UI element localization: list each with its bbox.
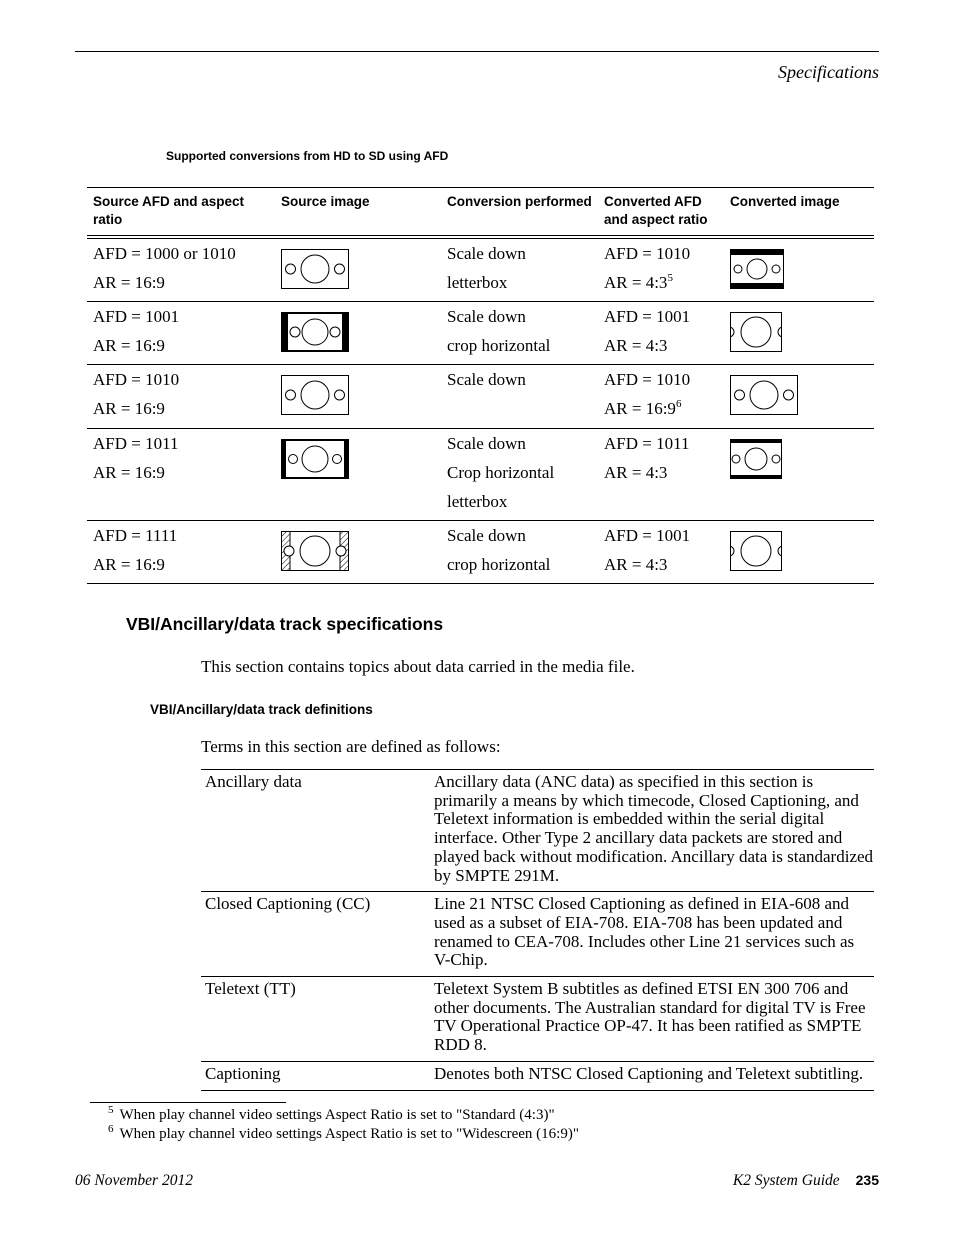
pillarbox-14x9-frame-icon — [281, 439, 349, 479]
footnote-text: When play channel video settings Aspect Ratio is set to "Standard (4:3)" — [119, 1107, 555, 1123]
page-number: 235 — [855, 1172, 879, 1188]
table-row — [87, 521, 874, 584]
definition-desc: Line 21 NTSC Closed Captioning as defined in EIA-608 and used as a subset of EIA-708. EIA-708 has been updated and renamed to CEA-708. Includes other Line 21 services such as V-Chip. — [434, 894, 855, 970]
column-header: Source image — [281, 194, 370, 209]
converted-ar: AR = 16:9 — [604, 399, 676, 418]
conversion-step: letterbox — [447, 492, 508, 511]
source-image — [275, 302, 441, 364]
table-row — [87, 429, 874, 521]
definition-row — [201, 1062, 874, 1091]
definition-term: Teletext (TT) — [205, 979, 296, 999]
converted-ar: AR = 4:3 — [604, 555, 668, 574]
definitions-intro: Terms in this section are defined as follows: — [201, 737, 501, 756]
footnote-ref: 6 — [675, 398, 682, 410]
converted-ar: AR = 4:3 — [604, 336, 668, 355]
definition-row — [201, 977, 874, 1062]
cropped-4x3-frame-icon — [730, 312, 782, 352]
footnote — [108, 1104, 555, 1124]
conversion-step: crop horizontal — [447, 555, 551, 574]
footnote-rule — [90, 1102, 286, 1103]
full-16x9-frame-icon — [730, 375, 798, 415]
converted-afd: AFD = 1010 — [604, 244, 691, 263]
full-16x9-frame-icon — [281, 375, 349, 415]
conversion-step: letterbox — [447, 273, 508, 292]
header-rule — [75, 51, 879, 52]
converted-afd: AFD = 1011 — [604, 434, 690, 453]
table-row — [87, 239, 874, 302]
footnote-number: 6 — [108, 1123, 114, 1135]
column-header: Source AFD and aspect ratio — [93, 194, 245, 227]
converted-image — [724, 302, 874, 364]
footer-date: 06 November 2012 — [75, 1172, 193, 1189]
source-ar: AR = 16:9 — [93, 555, 165, 574]
source-image — [275, 365, 441, 428]
source-afd: AFD = 1001 — [93, 307, 180, 326]
converted-image — [724, 365, 874, 428]
source-image — [275, 429, 441, 520]
letterbox-14x9-frame-icon — [730, 439, 782, 479]
afd-conversion-table — [87, 187, 874, 584]
footnote-ref: 5 — [667, 272, 673, 284]
column-header: Conversion performed — [447, 194, 592, 209]
conversion-step: Scale down — [447, 434, 526, 453]
source-afd: AFD = 1010 — [93, 370, 180, 389]
converted-afd: AFD = 1001 — [604, 307, 691, 326]
source-ar: AR = 16:9 — [93, 399, 165, 418]
full-16x9-frame-icon — [281, 249, 349, 289]
definition-term: Closed Captioning (CC) — [205, 894, 371, 914]
footnote-text: When play channel video settings Aspect Ratio is set to "Widescreen (16:9)" — [119, 1126, 579, 1142]
column-header: Converted image — [730, 194, 840, 209]
conversion-step: Scale down — [447, 307, 526, 326]
conversion-step: Scale down — [447, 370, 526, 389]
cropped-4x3-frame-icon — [730, 531, 782, 571]
footer-right — [733, 1172, 879, 1190]
hatched-16x9-frame-icon — [281, 531, 349, 571]
converted-ar: AR = 4:3 — [604, 463, 668, 482]
section-heading: VBI/Ancillary/data track specifications — [126, 614, 444, 634]
definition-desc: Teletext System B subtitles as defined ETSI EN 300 706 and other documents. The Australian standard for digital TV is Free TV Operational Practice OP-47. It has been ratified as SMPTE RDD 8. — [434, 979, 866, 1055]
letterbox-4x3-frame-icon — [730, 249, 784, 289]
source-ar: AR = 16:9 — [93, 273, 165, 292]
source-image — [275, 521, 441, 583]
footnote-number: 5 — [108, 1104, 114, 1116]
definition-desc: Denotes both NTSC Closed Captioning and Teletext subtitling. — [434, 1063, 864, 1083]
definition-desc: Ancillary data (ANC data) as specified in this section is primarily a means by which timecode, Closed Captioning, and Teletext information is embedded within the serial digital interface. Other Type 2 ancillary data packets are stored and played back without modification. Ancillary data is standardized by SMPTE 291M. — [434, 772, 874, 885]
converted-image — [724, 239, 874, 301]
source-afd: AFD = 1000 or 1010 — [93, 244, 236, 263]
definition-row — [201, 770, 874, 892]
converted-ar: AR = 4:3 — [604, 273, 668, 292]
column-header: Converted AFD and aspect ratio — [604, 194, 708, 227]
footnote — [108, 1123, 579, 1143]
converted-afd: AFD = 1010 — [604, 370, 691, 389]
conversion-step: crop horizontal — [447, 336, 551, 355]
table-row — [87, 365, 874, 429]
converted-image — [724, 429, 874, 520]
source-ar: AR = 16:9 — [93, 336, 165, 355]
definitions-table — [201, 769, 874, 1091]
conversion-step: Scale down — [447, 526, 526, 545]
converted-afd: AFD = 1001 — [604, 526, 691, 545]
source-ar: AR = 16:9 — [93, 463, 165, 482]
definition-term: Captioning — [205, 1063, 281, 1083]
running-head: Specifications — [778, 62, 879, 82]
source-afd: AFD = 1111 — [93, 526, 178, 545]
converted-image — [724, 521, 874, 583]
pillarbox-16x9-frame-icon — [281, 312, 349, 352]
table-row — [87, 302, 874, 365]
conversion-step: Scale down — [447, 244, 526, 263]
source-afd: AFD = 1011 — [93, 434, 179, 453]
definition-row — [201, 892, 874, 977]
footer-guide-title: K2 System Guide — [732, 1172, 840, 1189]
subsection-heading: VBI/Ancillary/data track definitions — [150, 702, 373, 717]
source-image — [275, 239, 441, 301]
table-caption: Supported conversions from HD to SD using AFD — [166, 149, 449, 163]
section-intro: This section contains topics about data carried in the media file. — [201, 657, 635, 676]
table-header-row — [87, 188, 874, 239]
conversion-step: Crop horizontal — [447, 463, 555, 482]
definition-term: Ancillary data — [205, 772, 302, 791]
